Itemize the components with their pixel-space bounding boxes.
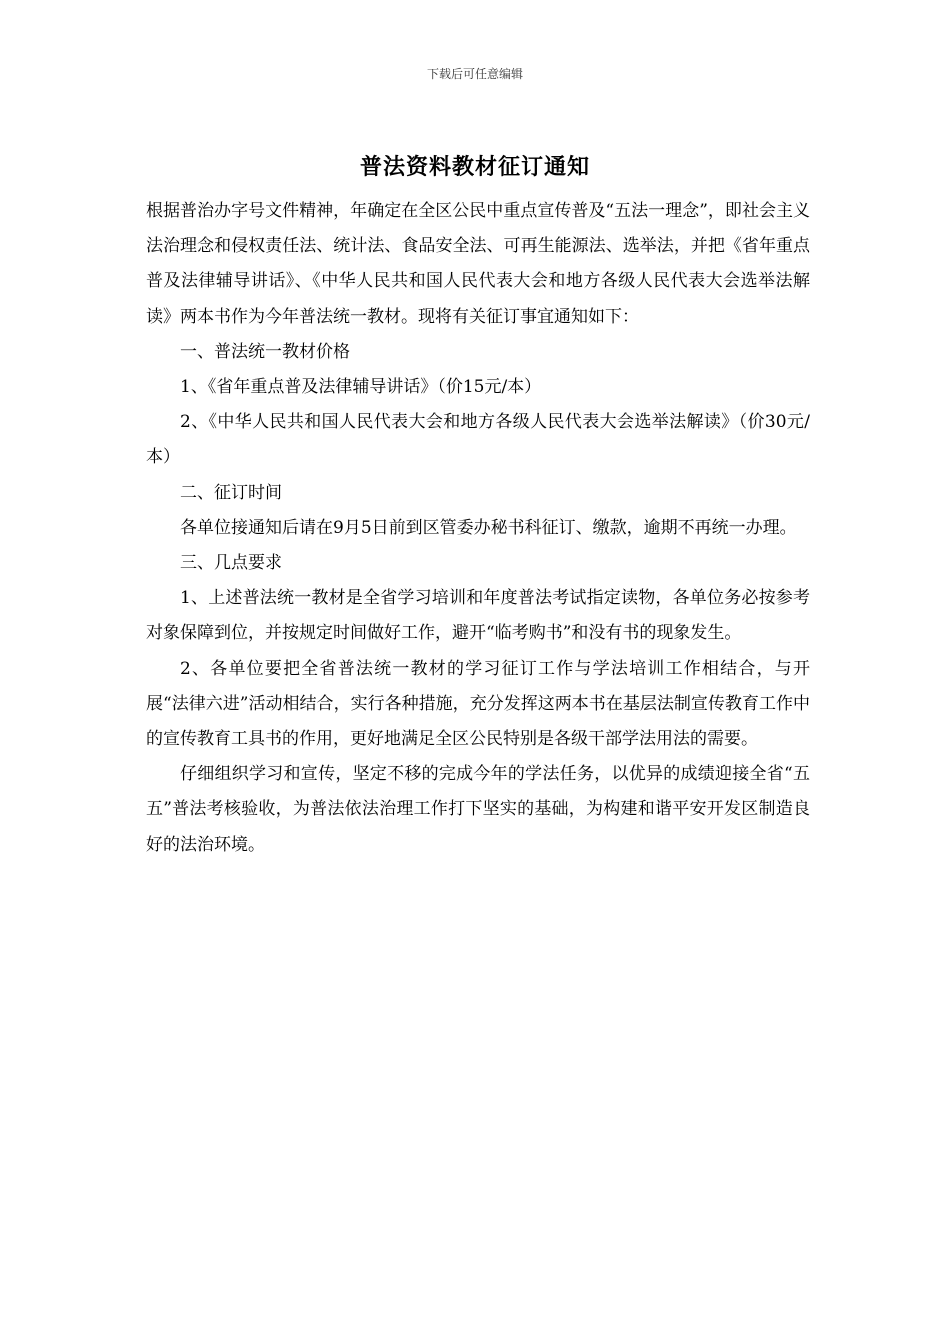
header-note: 下载后可任意编辑 [426, 67, 523, 81]
list-item-textbook-1: 1、《省年重点普及法律辅导讲话》（价15元/本） [180, 377, 542, 398]
heading-section-1: 一、普法统一教材价格 [180, 341, 350, 362]
list-item-requirement-2: 2、各单位要把全省普法统一教材的学习征订工作与学法培训工作相结合，与开展“法律六进”活动相结合，实行各种措施，充分发挥这两本书在基层法制宣传教育工作中的宣传教育工具书的作用，更好地满足全区公民特别是各级干部学法用法的需要。 [146, 658, 810, 750]
paragraph-order-time: 各单位接通知后请在9月5日前到区管委办秘书科征订、缴款，逾期不再统一办理。 [180, 517, 797, 538]
document-title: 普法资料教材征订通知 [359, 154, 590, 180]
heading-section-2: 二、征订时间 [180, 482, 282, 503]
heading-section-3: 三、几点要求 [180, 553, 282, 574]
document-body [146, 194, 810, 863]
paragraph-intro: 根据普治办字号文件精神，年确定在全区公民中重点宣传普及“五法一理念”，即社会主义法治理念和侵权责任法、统计法、食品安全法、可再生能源法、选举法，并把《省年重点普及法律辅导讲话》、《中华人民共和国人民代表大会和地方各级人民代表大会选举法解读》两本书作为今年普法统一教材。现将有关征订事宜通知如下： [146, 201, 810, 327]
list-item-textbook-2: 2、《中华人民共和国人民代表大会和地方各级人民代表大会选举法解读》（价30元/本） [146, 412, 810, 468]
list-item-requirement-1: 1、上述普法统一教材是全省学习培训和年度普法考试指定读物，各单位务必按参考对象保障到位，并按规定时间做好工作，避开“临考购书”和没有书的现象发生。 [146, 588, 810, 644]
paragraph-closing: 仔细组织学习和宣传，坚定不移的完成今年的学法任务，以优异的成绩迎接全省“五五”普法考核验收，为普法依法治理工作打下坚实的基础，为构建和谐平安开发区制造良好的法治环境。 [146, 764, 810, 855]
